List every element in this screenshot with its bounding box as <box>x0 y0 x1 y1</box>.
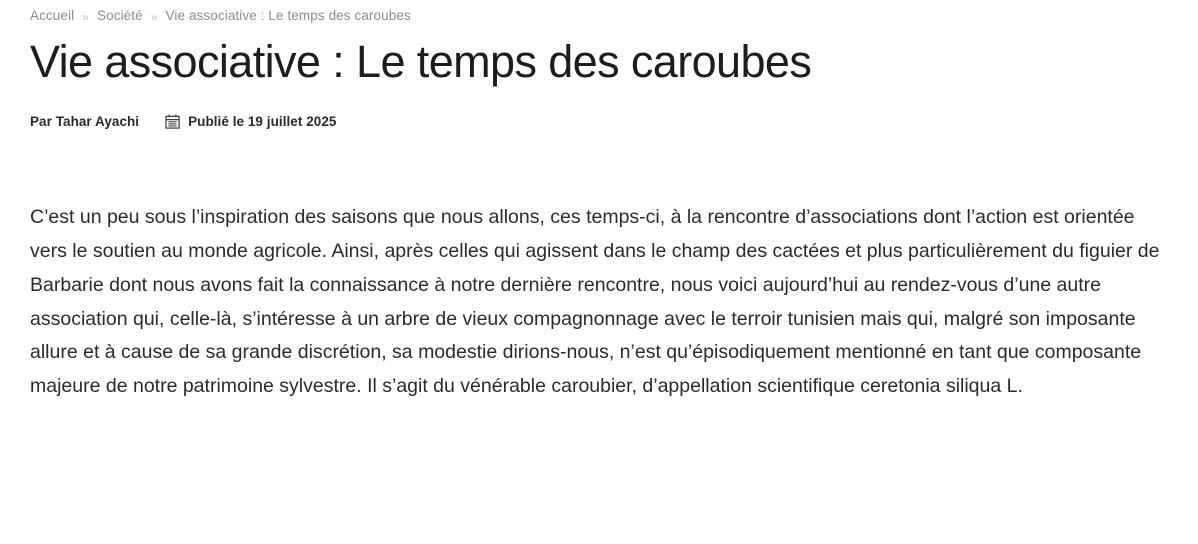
publish-date: Publié le 19 juillet 2025 <box>188 114 337 130</box>
author-name: Par Tahar Ayachi <box>30 114 140 130</box>
calendar-icon <box>165 114 180 129</box>
article-body <box>30 201 1168 403</box>
article-byline <box>30 114 1168 129</box>
breadcrumb-item-societe[interactable]: Société <box>97 8 143 23</box>
breadcrumb-separator-icon: » <box>82 9 90 24</box>
breadcrumb-item-accueil[interactable]: Accueil <box>30 8 75 23</box>
breadcrumb-separator-icon: » <box>150 9 158 24</box>
page-title: Vie associative : Le temps des caroubes <box>30 36 812 87</box>
article-paragraph: C’est un peu sous l’inspiration des saisons que nous allons, ces temps-ci, à la rencontre d’associations dont l’action est orientée vers le soutien au monde agricole. Ainsi, après celles qui agissent dans le champ des cactées et plus particulièrement du figuier de Barbarie dont nous avons fait la connaissance à notre dernière rencontre, nous voici aujourd’hui au rendez-vous d’une autre association qui, celle-là, s’intéresse à un arbre de vieux compagnonnage avec le terroir tunisien mais qui, malgré son imposante allure et à cause de sa grande discrétion, sa modestie dirions-nous, n’est qu’épisodiquement mentionné en tant que composante majeure de notre patrimoine sylvestre. Il s’agit du vénérable caroubier, d’appellation scientifique ceretonia siliqua L. <box>30 206 1160 398</box>
breadcrumb <box>30 0 1168 23</box>
publish-date-group <box>165 114 336 129</box>
breadcrumb-item-current: Vie associative : Le temps des caroubes <box>165 8 411 23</box>
